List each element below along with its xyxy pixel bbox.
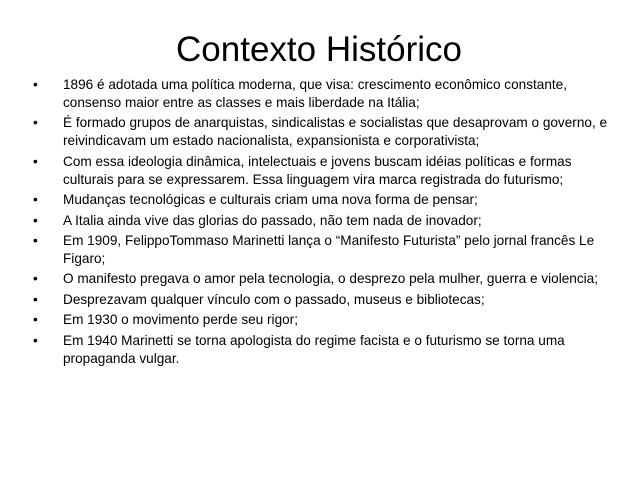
bullet-icon: • xyxy=(33,232,38,248)
bullet-text: Em 1940 Marinetti se torna apologista do regime facista e o futurismo se torna uma propaganda vulgar. xyxy=(63,332,565,366)
bullet-list xyxy=(33,76,608,370)
bullet-item-1 xyxy=(33,76,608,112)
bullet-item-2 xyxy=(33,114,608,150)
bullet-icon: • xyxy=(33,192,38,208)
bullet-text: É formado grupos de anarquistas, sindicalistas e socialistas que desaprovam o governo, e reivindicavam um estado nacionalista, expansionista e corporativista; xyxy=(63,115,608,149)
bullet-text: A Italia ainda vive das glorias do passado, não tem nada de inovador; xyxy=(63,212,482,228)
bullet-item-5 xyxy=(33,212,608,230)
bullet-icon: • xyxy=(33,77,38,92)
bullet-icon: • xyxy=(33,312,38,328)
bullet-item-10 xyxy=(33,332,608,368)
slide-title: Contexto Histórico xyxy=(176,30,462,69)
bullet-item-7 xyxy=(33,270,608,288)
bullet-item-8 xyxy=(33,291,608,309)
bullet-text: Em 1930 o movimento perde seu rigor; xyxy=(63,312,298,328)
bullet-text: Com essa ideologia dinâmica, intelectuais e jovens buscam idéias políticas e formas culturais para se expressarem. Essa linguagem vira marca registrada do futurismo; xyxy=(63,153,572,187)
bullet-text: O manifesto pregava o amor pela tecnologia, o desprezo pela mulher, guerra e violencia; xyxy=(63,271,599,287)
bullet-icon: • xyxy=(33,332,38,348)
bullet-text: Mudanças tecnológicas e culturais criam uma nova forma de pensar; xyxy=(63,192,478,208)
bullet-icon: • xyxy=(33,153,38,169)
bullet-item-4 xyxy=(33,191,608,209)
bullet-icon: • xyxy=(33,115,38,131)
bullet-item-9 xyxy=(33,311,608,329)
bullet-item-3 xyxy=(33,153,608,189)
bullet-item-6 xyxy=(33,232,608,268)
bullet-text: 1896 é adotada uma política moderna, que visa: crescimento econômico constante, consenso maior entre as classes e mais liberdade na Itália; xyxy=(63,77,568,110)
bullet-text: Em 1909, FelippoTommaso Marinetti lança o “Manifesto Futurista” pelo jornal francês Le Figaro; xyxy=(63,232,595,266)
bullet-icon: • xyxy=(33,212,38,228)
bullet-icon: • xyxy=(33,291,38,307)
bullet-text: Desprezavam qualquer vínculo com o passado, museus e bibliotecas; xyxy=(63,291,485,307)
bullet-icon: • xyxy=(33,271,38,287)
